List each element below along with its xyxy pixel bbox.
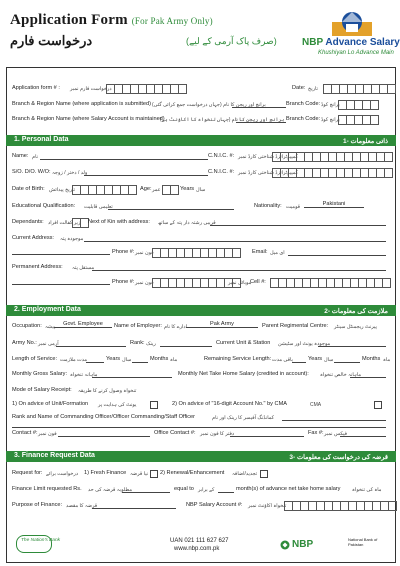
gross-salary-field[interactable]: [92, 371, 172, 378]
salary-account-label: NBP Salary Account #:: [186, 502, 243, 508]
option-cma-label: 2) On advice of "16-digit Account No." by CMA: [172, 401, 287, 407]
uan-number: UAN 021 111 627 627: [170, 538, 229, 544]
kin-urdu: قریبی رشتہ دار پتہ کے ساتھ: [158, 220, 216, 226]
nationality-label: Nationality:: [254, 203, 282, 209]
cnic-label-2: C.N.I.C. #:: [208, 169, 235, 175]
dependants-urdu: زیر کفالت افراد: [48, 220, 81, 226]
salary-account-boxes[interactable]: [284, 501, 397, 511]
edu-label: Educational Qualification:: [12, 203, 76, 209]
rem-months-urdu: ماہ: [383, 357, 391, 363]
sdw-label: S/O. D/O. W/O:: [12, 169, 51, 175]
salary-account-urdu: تنخواہ اکاؤنٹ نمبر: [248, 503, 287, 509]
current-address-label: Current Address:: [12, 235, 54, 241]
rem-months-label: Months: [362, 356, 381, 362]
option-unit-checkbox[interactable]: [150, 401, 158, 409]
equal-to-label: equal to: [174, 486, 194, 492]
length-of-service-urdu: مدت ملازمت: [60, 357, 88, 363]
cnic-urdu: کمپیوٹرائزڈ شناختی کارڈ نمبر: [238, 154, 299, 160]
unit-urdu: موجودہ یونٹ اور سٹیشن: [278, 341, 331, 347]
los-years-field[interactable]: [86, 356, 104, 363]
current-address-field[interactable]: [84, 235, 386, 242]
sdw-field[interactable]: [84, 169, 208, 176]
finance-limit-urdu: مطلوبہ قرضہ کی حد: [88, 487, 133, 493]
branch-salary-urdu: برانچ اور ریجن کا نام (جہاں تنخواہ کا اکاؤنٹ ہے): [160, 117, 285, 123]
branch-submit-label: Branch & Region Name (where application is submitted): [12, 101, 151, 107]
branch-code-boxes[interactable]: [338, 100, 379, 110]
branch-code-label-2: Branch Code:: [286, 116, 321, 122]
contact-urdu: فون نمبر: [38, 431, 57, 437]
email-label: Email:: [252, 249, 268, 255]
request-for-urdu: درخواست برائے: [46, 471, 79, 477]
nationality-value[interactable]: Pakistani: [304, 201, 364, 208]
age-label: Age:: [140, 186, 152, 192]
cell-label: Cell #:: [250, 279, 266, 285]
phone-label: Phone #:: [112, 249, 135, 255]
nationality-urdu: قومیت: [286, 204, 301, 210]
salary-receipt-urdu: تنخواہ وصول کرنے کا طریقہ: [78, 388, 137, 394]
net-salary-urdu: ماہانہ خالص تنخواہ: [320, 372, 362, 378]
section-employment-data: 2. Employment Data 2- ملازمت کی معلومات: [6, 305, 396, 316]
nbp-emblem-icon: [280, 540, 290, 550]
commanding-officer-urdu: کمانڈنگ آفیسر کا رینک اور نام: [212, 415, 275, 421]
length-of-service-label: Length of Service:: [12, 356, 58, 362]
current-address-field-2[interactable]: [12, 248, 110, 255]
email-field[interactable]: [288, 249, 386, 256]
cnic-boxes-2[interactable]: [272, 168, 393, 178]
email-urdu: ای میل: [270, 250, 285, 256]
current-address-urdu: موجودہ پتہ: [60, 236, 84, 242]
form-title-urdu: درخواست فارم: [10, 33, 93, 48]
branch-code-boxes-2[interactable]: [338, 115, 379, 125]
age-urdu: عمر: [152, 187, 161, 193]
phone-boxes[interactable]: [152, 248, 241, 258]
nbp-full-name: National Bank of Pakistan: [348, 537, 378, 547]
nbp-logo-text: NBP: [292, 539, 314, 550]
regimental-centre-urdu: پیرنٹ ریجمنٹل سینٹر: [334, 324, 377, 330]
employer-label: Name of Employer:: [114, 323, 162, 329]
section-finance-request: 3. Finance Request Data 3- قرضہ کی درخواست کی معلومات: [6, 451, 396, 462]
remaining-service-label: Remaining Service Length:: [204, 356, 272, 362]
purpose-label: Purpose of Finance:: [12, 502, 63, 508]
nations-bank-text: The Nation's Bank: [21, 538, 61, 543]
form-subtitle-urdu: (صرف پاک آرمی کے لیے): [186, 36, 277, 46]
date-label: Date:: [292, 85, 306, 91]
net-salary-label: Monthly Net Take Home Salary (credited in account):: [178, 371, 309, 377]
phone-urdu-2: فون نمبر: [135, 280, 154, 286]
rank-urdu: رینک: [146, 341, 156, 347]
years-urdu: سال: [196, 187, 206, 193]
cell-urdu: موبائل نمبر: [228, 280, 252, 286]
net-salary-field[interactable]: [350, 371, 386, 378]
brand-slogan: Khushiyan Lo Advance Main: [318, 50, 394, 56]
dependants-boxes[interactable]: [72, 218, 89, 228]
unit-label: Current Unit & Station: [216, 340, 271, 346]
fresh-finance-urdu: نیا قرضہ: [130, 471, 149, 477]
renewal-urdu: تجدید/اضافہ: [232, 471, 258, 477]
permanent-address-field[interactable]: [92, 264, 386, 271]
cell-boxes[interactable]: [270, 278, 391, 288]
date-urdu: تاریخ: [308, 86, 318, 92]
gross-salary-urdu: ماہانہ تنخواہ: [70, 372, 98, 378]
renewal-label: 2) Renewal/Enhancement: [160, 470, 225, 476]
option-cma-checkbox[interactable]: [374, 401, 382, 409]
salary-receipt-label: Mode of Salary Receipt:: [12, 387, 72, 393]
occupation-label: Occupation:: [12, 323, 42, 329]
fax-label: Fax #:: [308, 430, 324, 436]
los-months-label: Months: [150, 356, 169, 362]
rem-years-urdu: سال: [324, 357, 334, 363]
name-urdu: نام: [32, 154, 39, 160]
branch-code-urdu: برانچ کوڈ: [321, 102, 340, 108]
cnic-boxes-1[interactable]: [272, 152, 393, 162]
unit-field[interactable]: [318, 340, 386, 347]
edu-urdu: تعلیمی قابلیت: [84, 204, 113, 210]
months-advance-label: month(s) of advance net take home salary: [236, 486, 341, 492]
occupation-urdu: پیشہ: [45, 324, 56, 330]
rem-years-label: Years: [308, 356, 323, 362]
emblem-logo: [332, 8, 372, 36]
fresh-finance-label: 1) Fresh Finance: [84, 470, 127, 476]
branch-salary-field[interactable]: [236, 116, 286, 123]
dependants-label: Dependants:: [12, 219, 44, 225]
fax-urdu: فیکس نمبر: [324, 431, 347, 437]
permanent-address-field-2[interactable]: [12, 278, 110, 285]
option-cma-urdu: CMA: [310, 402, 322, 408]
army-no-urdu: آرمی نمبر: [38, 341, 59, 347]
rem-years-field[interactable]: [292, 356, 306, 363]
los-years-label: Years: [106, 356, 121, 362]
office-contact-label: Office Contact #:: [154, 430, 196, 436]
purpose-field[interactable]: [92, 502, 176, 509]
occupation-value[interactable]: Govt. Employee: [54, 321, 112, 328]
commanding-officer-label: Rank and Name of Commanding Officer/Officer Commanding/Staff Officer: [12, 414, 196, 420]
brand-name: NBP Advance Salary: [302, 37, 400, 48]
months-advance-urdu: ماہ کی تنخواہ: [352, 487, 382, 493]
cnic-label: C.N.I.C. #:: [208, 153, 235, 159]
option-unit-urdu: یونٹ کی ہدایت پر: [98, 402, 137, 408]
army-no-label: Army No.:: [12, 340, 37, 346]
sdw-urdu: ولد / دختر / زوجہ: [52, 170, 88, 176]
branch-salary-label: Branch & Region Name (where Salary Account is maintained): [12, 116, 165, 122]
dob-boxes[interactable]: [72, 185, 137, 195]
date-boxes[interactable]: [323, 84, 396, 94]
branch-code-urdu-2: برانچ کوڈ: [321, 117, 340, 123]
edu-field[interactable]: [108, 203, 234, 210]
army-no-field[interactable]: [56, 340, 126, 347]
dob-label: Date of Birth:: [12, 186, 45, 192]
los-months-field[interactable]: [132, 356, 148, 363]
branch-submit-urdu: برانچ اور ریجن کا نام (جہاں درخواست جمع کرائی گئی): [152, 102, 266, 108]
cnic-urdu-2: کمپیوٹرائزڈ شناختی کارڈ نمبر: [238, 170, 299, 176]
permanent-address-label: Permanent Address:: [12, 264, 63, 270]
permanent-address-urdu: مستقل پتہ: [72, 265, 95, 271]
gross-salary-label: Monthly Gross Salary:: [12, 371, 68, 377]
form-title: Application Form (For Pak Army Only): [10, 12, 213, 28]
rank-label: Rank:: [130, 340, 145, 346]
office-contact-field[interactable]: [230, 430, 304, 437]
commanding-officer-field-2[interactable]: [12, 421, 386, 428]
name-field[interactable]: [40, 153, 208, 160]
finance-limit-field[interactable]: [122, 486, 170, 493]
los-years-urdu: سال: [122, 357, 132, 363]
employer-value[interactable]: Pak Army: [186, 321, 258, 328]
branch-code-label: Branch Code:: [286, 101, 321, 107]
purpose-urdu: قرضہ کا مقصد: [66, 503, 98, 509]
los-months-urdu: ماہ: [170, 357, 178, 363]
months-count-field[interactable]: [218, 486, 234, 493]
app-no-label: Application form # :: [12, 85, 60, 91]
phone-label-2: Phone #:: [112, 279, 135, 285]
name-label: Name:: [12, 153, 29, 159]
contact-label: Contact #:: [12, 430, 38, 436]
rem-months-field[interactable]: [334, 356, 360, 363]
section-personal-data: 1. Personal Data 1- ذاتی معلومات: [6, 135, 396, 146]
renewal-checkbox[interactable]: [260, 470, 268, 478]
commanding-officer-field[interactable]: [282, 414, 386, 421]
branch-submit-field[interactable]: [232, 101, 286, 108]
employer-urdu: ادارے کا نام: [164, 324, 188, 330]
finance-limit-label: Finance Limit requested Rs.: [12, 486, 82, 492]
age-boxes[interactable]: [162, 185, 179, 195]
years-label: Years: [180, 186, 195, 192]
regimental-centre-label: Parent Regimental Centre:: [262, 323, 329, 329]
equal-to-urdu: کے برابر: [198, 487, 215, 493]
fresh-finance-checkbox[interactable]: [150, 470, 158, 478]
kin-field[interactable]: [210, 219, 386, 226]
remaining-service-urdu: باقی مدت: [272, 357, 293, 363]
dob-urdu: تاریخ پیدائش: [49, 187, 76, 193]
app-no-urdu: درخواست فارم نمبر: [70, 86, 112, 92]
website-url: www.nbp.com.pk: [174, 546, 220, 552]
rank-field[interactable]: [160, 340, 212, 347]
request-for-label: Request for:: [12, 470, 43, 476]
option-unit-label: 1) On advice of Unit/Formation: [12, 401, 89, 407]
phone-urdu: فون نمبر: [135, 250, 154, 256]
kin-label: Next of Kin with address:: [88, 219, 150, 225]
office-contact-urdu: دفتر کا فون نمبر: [200, 431, 235, 437]
app-no-boxes[interactable]: [106, 84, 187, 94]
contact-field[interactable]: [58, 430, 150, 437]
fax-field[interactable]: [340, 430, 386, 437]
